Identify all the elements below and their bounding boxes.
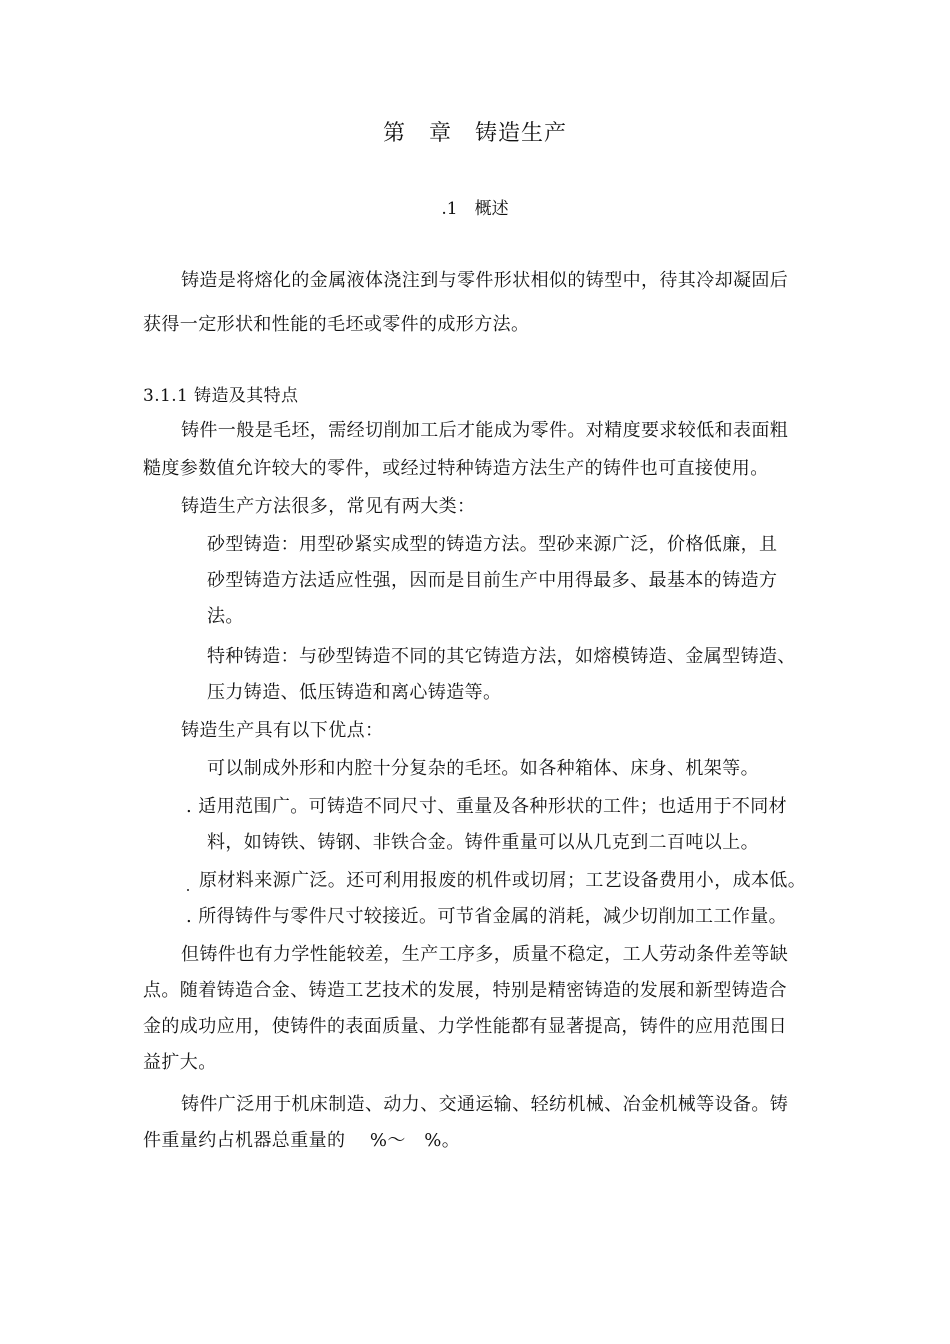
advantage-item-1: 可以制成外形和内腔十分复杂的毛坯。如各种箱体、床身、机架等。 bbox=[207, 758, 759, 779]
intro-line-2: 获得一定形状和性能的毛坯或零件的成形方法。 bbox=[143, 314, 530, 335]
page-title: 第 章 铸造生产 bbox=[382, 121, 567, 146]
special-casting-line-1: 特种铸造：与砂型铸造不同的其它铸造方法，如熔模铸造、金属型铸造、 bbox=[207, 646, 796, 667]
para1-line-1: 铸件一般是毛坯，需经切削加工后才能成为零件。对精度要求较低和表面粗 bbox=[181, 420, 789, 441]
para1-line-2: 糙度参数值允许较大的零件，或经过特种铸造方法生产的铸件也可直接使用。 bbox=[143, 458, 769, 479]
paragraph-methods-intro: 铸造生产方法很多，常见有两大类： bbox=[181, 496, 476, 517]
advantage-item-3: 原材料来源广泛。还可利用报废的机件或切屑；工艺设备费用小，成本低。 bbox=[199, 870, 807, 891]
sand-casting-line-2: 砂型铸造方法适应性强，因而是目前生产中用得最多、最基本的铸造方 bbox=[207, 570, 778, 591]
advantage-item-2-line-1: . 适用范围广。可铸造不同尺寸、重量及各种形状的工件；也适用于不同材 bbox=[186, 796, 788, 817]
advantage-item-2-line-2: 料，如铸铁、铸钢、非铁合金。铸件重量可以从几克到二百吨以上。 bbox=[207, 832, 759, 853]
applications-line-2: 件重量约占机器总重量的 %～ %。 bbox=[143, 1130, 461, 1151]
disadvantages-line-1: 但铸件也有力学性能较差，生产工序多，质量不稳定，工人劳动条件差等缺 bbox=[181, 944, 789, 965]
disadvantages-line-2: 点。随着铸造合金、铸造工艺技术的发展，特别是精密铸造的发展和新型铸造合 bbox=[143, 980, 787, 1001]
special-casting-line-2: 压力铸造、低压铸造和离心铸造等。 bbox=[207, 682, 502, 703]
advantage-item-4: . 所得铸件与零件尺寸较接近。可节省金属的消耗，减少切削加工工作量。 bbox=[186, 906, 788, 927]
sand-casting-line-1: 砂型铸造：用型砂紧实成型的铸造方法。型砂来源广泛，价格低廉，且 bbox=[207, 534, 778, 555]
advantages-intro: 铸造生产具有以下优点： bbox=[181, 720, 384, 741]
section-title: .1 概述 bbox=[441, 199, 509, 219]
disadvantages-line-4: 益扩大。 bbox=[143, 1052, 217, 1073]
stray-mark bbox=[187, 889, 189, 891]
disadvantages-line-3: 金的成功应用，使铸件的表面质量、力学性能都有显著提高，铸件的应用范围日 bbox=[143, 1016, 787, 1037]
sand-casting-line-3: 法。 bbox=[207, 606, 244, 627]
applications-line-1: 铸件广泛用于机床制造、动力、交通运输、轻纺机械、冶金机械等设备。铸 bbox=[181, 1094, 789, 1115]
intro-line-1: 铸造是将熔化的金属液体浇注到与零件形状相似的铸型中，待其冷却凝固后 bbox=[181, 270, 789, 291]
subsection-title: 3.1.1 铸造及其特点 bbox=[143, 386, 299, 406]
